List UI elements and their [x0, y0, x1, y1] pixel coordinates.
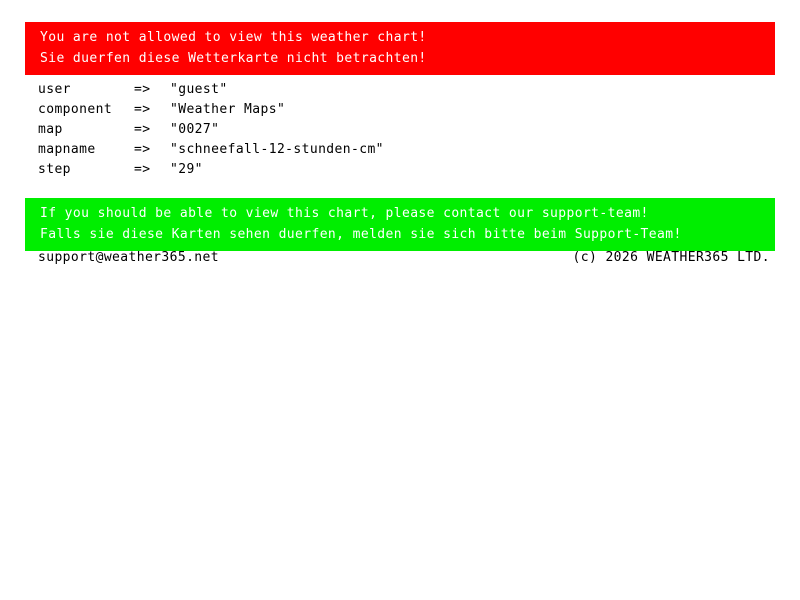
parameter-key: user	[38, 82, 71, 97]
footer	[38, 250, 770, 265]
parameter-arrow: =>	[134, 122, 151, 137]
support-banner-line-de: Falls sie diese Karten sehen duerfen, melden sie sich bitte beim Support-Team!	[40, 227, 682, 242]
parameter-key: component	[38, 102, 113, 117]
parameter-arrow: =>	[134, 82, 151, 97]
parameter-row-map	[38, 120, 384, 140]
parameter-key: step	[38, 162, 71, 177]
support-email-link[interactable]: support@weather365.net	[38, 250, 219, 265]
error-banner	[25, 22, 775, 75]
parameter-value: "schneefall-12-stunden-cm"	[170, 142, 384, 157]
parameter-row-step	[38, 160, 384, 180]
error-banner-line-en: You are not allowed to view this weather chart!	[40, 30, 427, 45]
parameter-row-component	[38, 100, 384, 120]
support-banner-line-en: If you should be able to view this chart, please contact our support-team!	[40, 206, 649, 221]
parameter-arrow: =>	[134, 142, 151, 157]
parameter-row-user	[38, 80, 384, 100]
support-banner	[25, 198, 775, 251]
parameter-arrow: =>	[134, 102, 151, 117]
parameter-value: "29"	[170, 162, 203, 177]
parameter-value: "guest"	[170, 82, 228, 97]
parameter-key: mapname	[38, 142, 96, 157]
parameter-arrow: =>	[134, 162, 151, 177]
parameter-value: "Weather Maps"	[170, 102, 286, 117]
error-banner-line-de: Sie duerfen diese Wetterkarte nicht betrachten!	[40, 51, 427, 66]
parameter-row-mapname	[38, 140, 384, 160]
parameter-value: "0027"	[170, 122, 220, 137]
parameter-list	[38, 80, 384, 180]
parameter-key: map	[38, 122, 63, 137]
copyright-text: (c) 2026 WEATHER365 LTD.	[572, 250, 770, 265]
